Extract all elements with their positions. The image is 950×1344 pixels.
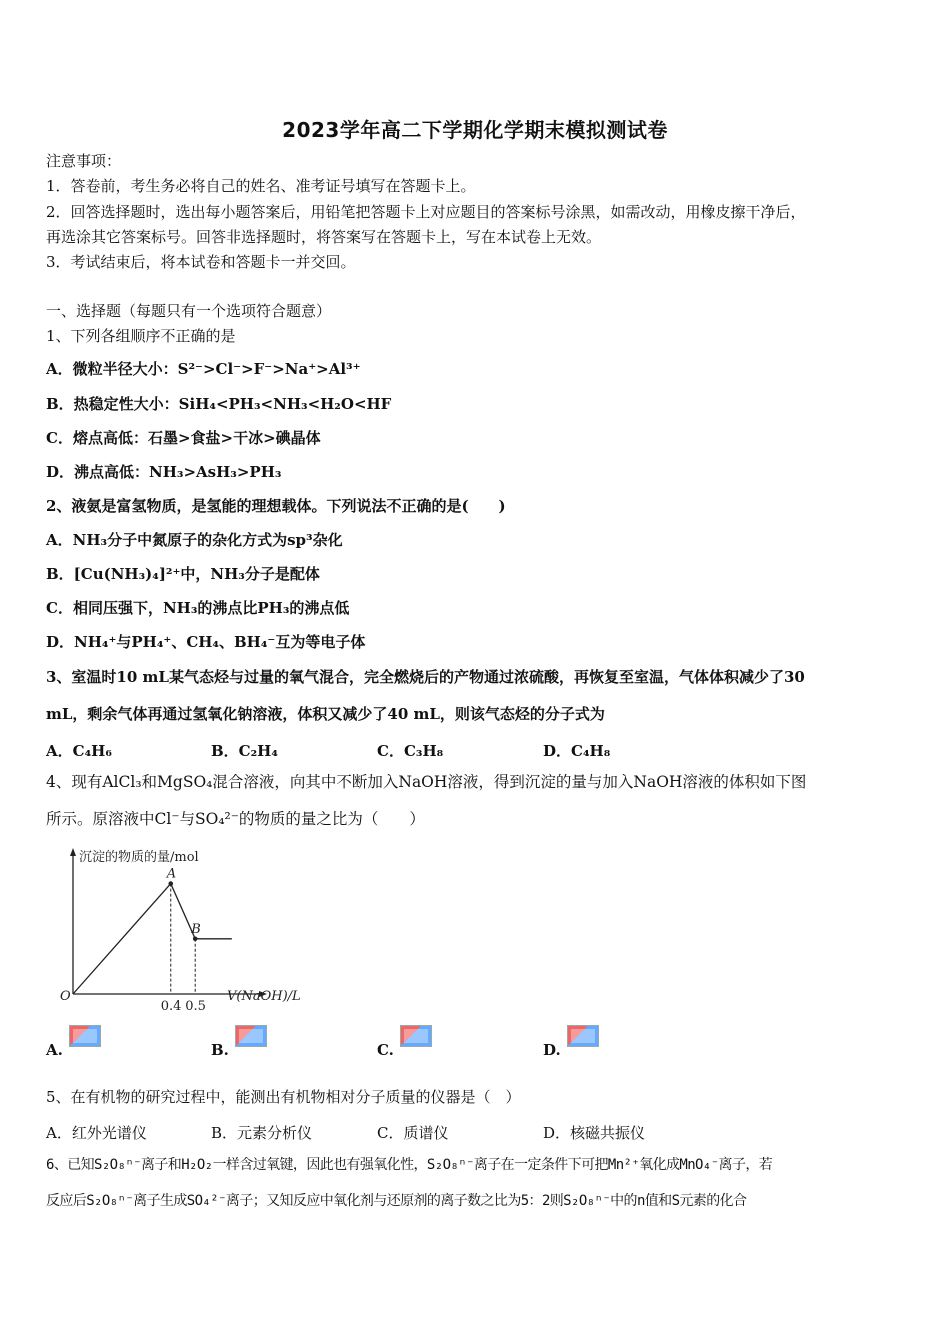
broken-image-icon [400,1025,432,1047]
question-3-option-d: D．C₄H₈ [543,742,611,760]
question-6-stem-line2: 反应后S₂O₈ⁿ⁻离子生成SO₄²⁻离子；又知反应中氧化剂与还原剂的离子数之比为5：2则S₂O₈ⁿ⁻中的n值和S元素的化合 [46,1193,747,1209]
question-4-option-d[interactable] [543,1041,599,1063]
data-series-line [73,884,232,994]
origin-label: O [60,989,71,1004]
question-1-option-c: C．熔点高低：石墨>食盐>干冰>碘晶体 [46,429,321,447]
question-2-option-a: A．NH₃分子中氮原子的杂化方式为sp³杂化 [46,531,343,549]
notice-item: 2．回答选择题时，选出每小题答案后，用铅笔把答题卡上对应题目的答案标号涂黑，如需改动，用橡皮擦干净后， [46,203,806,221]
question-1-option-d: D．沸点高低：NH₃>AsH₃>PH₃ [46,463,282,481]
question-5-stem: 5、在有机物的研究过程中，能测出有机物相对分子质量的仪器是（ ） [46,1088,521,1106]
point-label: A [166,866,177,882]
question-4-option-b[interactable] [211,1041,267,1063]
y-axis-label: 沉淀的物质的量/mol [79,850,199,865]
question-4-option-c[interactable] [377,1041,432,1063]
broken-image-icon [69,1025,101,1047]
point-label: B [191,921,201,937]
question-6-stem-line1: 6、已知S₂O₈ⁿ⁻离子和H₂O₂一样含过氧键，因此也有强氧化性，S₂O₈ⁿ⁻离子在一定条件下可把Mn²⁺氧化成MnO₄⁻离子，若 [46,1157,773,1173]
question-3-option-a: A．C₄H₆ [46,742,112,760]
question-5-option-c: C．质谱仪 [377,1124,449,1142]
question-4-stem-line1: 4、现有AlCl₃和MgSO₄混合溶液，向其中不断加入NaOH溶液，得到沉淀的量与加入NaOH溶液的体积如下图 [46,773,807,791]
option-letter: C. [377,1041,394,1059]
section-heading: 一、选择题（每题只有一个选项符合题意） [46,302,332,320]
question-3-stem-line2: mL，剩余气体再通过氢氧化钠溶液，体积又减少了40 mL，则该气态烃的分子式为 [46,705,605,723]
question-5-option-d: D．核磁共振仪 [543,1124,646,1142]
question-1-option-a: A．微粒半径大小：S²⁻>Cl⁻>F⁻>Na⁺>Al³⁺ [46,360,361,378]
broken-image-icon [235,1025,267,1047]
option-letter: A. [46,1041,63,1059]
y-axis-arrow [70,848,76,856]
option-letter: D. [543,1041,561,1059]
question-5-option-a: A．红外光谱仪 [46,1124,147,1142]
precipitate-chart [55,842,315,1012]
question-2-option-d: D．NH₄⁺与PH₄⁺、CH₄、BH₄⁻互为等电子体 [46,633,366,651]
x-axis-label: V(NaOH)/L [227,989,301,1004]
x-tick-label: 0.5 [185,999,206,1012]
question-3-option-b: B．C₂H₄ [211,742,278,760]
question-3-option-c: C．C₃H₈ [377,742,444,760]
question-2-option-c: C．相同压强下，NH₃的沸点比PH₃的沸点低 [46,599,350,617]
question-4-stem-line2: 所示。原溶液中Cl⁻与SO₄²⁻的物质的量之比为（ ） [46,810,425,828]
question-1-stem: 1、下列各组顺序不正确的是 [46,327,236,345]
data-point-A [168,881,173,886]
x-tick-label: 0.4 [160,999,182,1012]
page-title: 2023学年高二下学期化学期末模拟测试卷 [282,118,668,142]
notice-item: 1．答卷前，考生务必将自己的姓名、准考证号填写在答题卡上。 [46,177,476,195]
data-point-B [193,937,198,942]
question-2-stem: 2、液氨是富氢物质，是氢能的理想载体。下列说法不正确的是( ) [46,497,506,515]
notice-heading: 注意事项： [46,152,122,170]
notice-item: 3．考试结束后，将本试卷和答题卡一并交回。 [46,253,356,271]
option-letter: B. [211,1041,229,1059]
broken-image-icon [567,1025,599,1047]
question-1-option-b: B．热稳定性大小：SiH₄<PH₃<NH₃<H₂O<HF [46,395,392,413]
notice-item: 再选涂其它答案标号。回答非选择题时，将答案写在答题卡上，写在本试卷上无效。 [46,228,602,246]
question-3-stem-line1: 3、室温时10 mL某气态烃与过量的氧气混合，完全燃烧后的产物通过浓硫酸，再恢复至室温，气体体积减少了30 [46,668,805,686]
question-4-option-a[interactable] [46,1041,101,1063]
question-2-option-b: B．[Cu(NH₃)₄]²⁺中，NH₃分子是配体 [46,565,320,583]
question-5-option-b: B．元素分析仪 [211,1124,313,1142]
